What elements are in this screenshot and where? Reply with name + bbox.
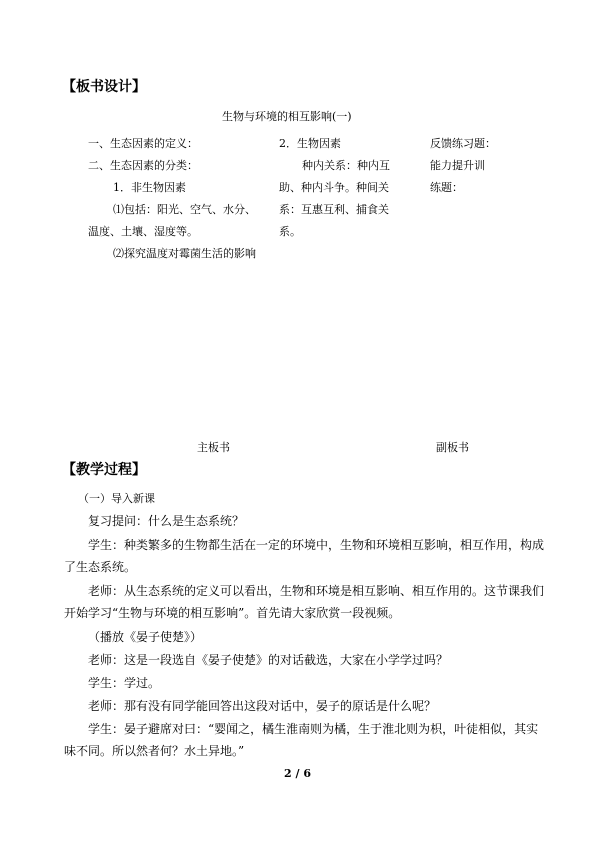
board-col3-line3: 练题： — [430, 181, 463, 194]
board-col2-line2: 种内关系：种内互 — [302, 159, 390, 172]
board-col3-line1: 反馈练习题： — [430, 137, 496, 150]
process-heading: 【教学过程】 — [62, 462, 146, 478]
board-col1-line1: 一、生态因素的定义： — [88, 137, 198, 150]
board-col1-line2: 二、生态因素的分类： — [88, 159, 198, 172]
process-p7: 老师：那有没有同学能回答出这段对话中，晏子的原话是什么呢？ — [88, 699, 437, 713]
process-p1: 复习提问：什么是生态系统？ — [88, 514, 245, 528]
board-col2-line4: 系：互惠互利、捕食关 — [279, 203, 389, 216]
process-p3b: 开始学习“生物与环境的相互影响”。首先请大家欣赏一段视频。 — [64, 606, 401, 620]
process-p4: （播放《晏子使楚》） — [88, 630, 203, 644]
board-col2-line3: 助、种内斗争。种间关 — [279, 181, 389, 194]
board-col1-line4a: ⑴包括：阳光、空气、水分、 — [113, 203, 256, 216]
board-title: 生物与环境的相互影响(一) — [222, 110, 352, 123]
process-p3a: 老师：从生态系统的定义可以看出，生物和环境是相互影响、相互作用的。这节课我们 — [88, 584, 545, 598]
board-col1-line5: ⑵探究温度对霉菌生活的影响 — [113, 247, 256, 260]
process-p2a: 学生：种类繁多的生物都生活在一定的环境中，生物和环境相互影响，相互作用，构成 — [88, 538, 545, 552]
board-col2-line1: 2．生物因素 — [279, 137, 341, 150]
process-p6: 学生：学过。 — [88, 676, 161, 690]
process-p5: 老师：这是一段选自《晏子使楚》的对话截选，大家在小学学过吗？ — [88, 653, 449, 667]
board-col3-line2: 能力提升训 — [430, 159, 485, 172]
board-col1-line4b: 温度、土壤、湿度等。 — [88, 225, 198, 238]
process-p8b: 味不同。所以然者何？水土异地。” — [64, 744, 245, 758]
board-col1-line3: 1．非生物因素 — [113, 181, 186, 194]
board-label-main: 主板书 — [197, 441, 230, 454]
process-p2b: 了生态系统。 — [64, 560, 137, 574]
board-col2-line5: 系。 — [279, 225, 301, 238]
process-p8a: 学生：晏子避席对曰：“婴闻之，橘生淮南则为橘，生于淮北则为枳，叶徒相似，其实 — [88, 722, 539, 736]
page-number: 2 / 6 — [284, 767, 311, 780]
board-heading: 【板书设计】 — [62, 79, 146, 95]
board-label-side: 副板书 — [436, 441, 469, 454]
process-section1: （一）导入新课 — [78, 492, 155, 505]
